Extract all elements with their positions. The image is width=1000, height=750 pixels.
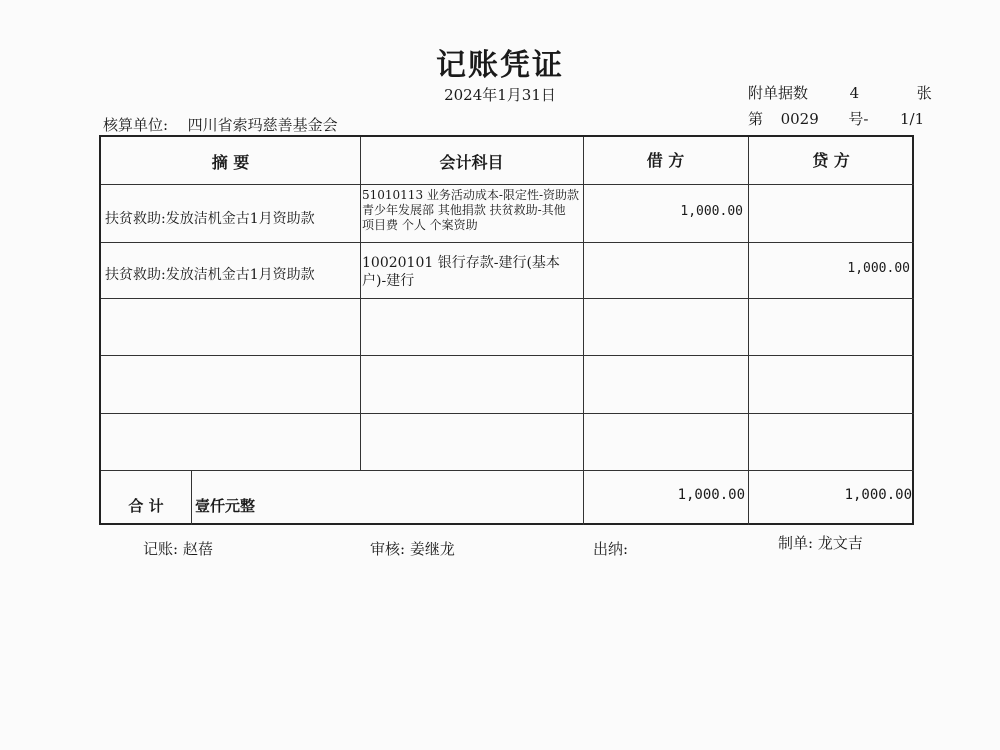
reviewer-signature: [370, 538, 455, 559]
cashier-signature: [593, 538, 628, 559]
total-debit: 1,000.00: [677, 487, 745, 503]
total-label: 合 计: [128, 497, 164, 515]
attachments-count: 4: [849, 84, 860, 102]
attachments-unit: 张: [916, 84, 932, 102]
voucher-table: [99, 135, 914, 525]
cashier-label: 出纳:: [593, 540, 629, 558]
voucher-title: 记账凭证: [436, 48, 564, 83]
row-1-summary: 扶贫救助:发放洁机金古1月资助款: [105, 211, 315, 227]
preparer-label: 制单:: [778, 534, 814, 552]
voucher-number-prefix: 第: [748, 110, 764, 128]
entity-name: 四川省索玛慈善基金会: [187, 116, 338, 134]
reviewer-name: 姜继龙: [409, 540, 455, 558]
header-credit: 贷 方: [812, 151, 850, 170]
total-amount-words: 壹仟元整: [195, 497, 256, 515]
voucher-number-suffix: 号-: [848, 110, 869, 128]
row-2-credit: 1,000.00: [847, 261, 910, 276]
bookkeeper-label: 记账:: [143, 540, 179, 558]
attachments-label: 附单据数: [748, 84, 809, 102]
voucher-date: 2024年1月31日: [444, 86, 556, 104]
preparer-signature: [778, 532, 863, 553]
bookkeeper-signature: [143, 538, 213, 559]
row-1-debit: 1,000.00: [680, 204, 743, 219]
attachments-info: [748, 82, 932, 103]
header-account: 会计科目: [439, 153, 504, 172]
row-1-account: 51010113 业务活动成本-限定性-资助款 青少年发展部 其他捐款 扶贫救助-其他 项目费 个人 个案资助: [362, 188, 580, 232]
voucher-page: 1/1: [899, 110, 925, 128]
row-2-account: 10020101 银行存款-建行(基本户)-建行: [362, 255, 560, 289]
preparer-name: 龙文吉: [817, 534, 863, 552]
reviewer-label: 审核:: [370, 540, 406, 558]
row-2-summary: 扶贫救助:发放洁机金古1月资助款: [105, 267, 315, 283]
header-debit: 借 方: [646, 151, 685, 170]
voucher-number-info: [748, 108, 924, 129]
total-credit: 1,000.00: [844, 487, 912, 503]
entity-label: 核算单位:: [103, 116, 169, 134]
bookkeeper-name: 赵蓓: [182, 540, 213, 558]
header-summary: 摘 要: [211, 153, 250, 172]
entity-info: [103, 114, 338, 135]
voucher-number: 0029: [780, 110, 819, 128]
